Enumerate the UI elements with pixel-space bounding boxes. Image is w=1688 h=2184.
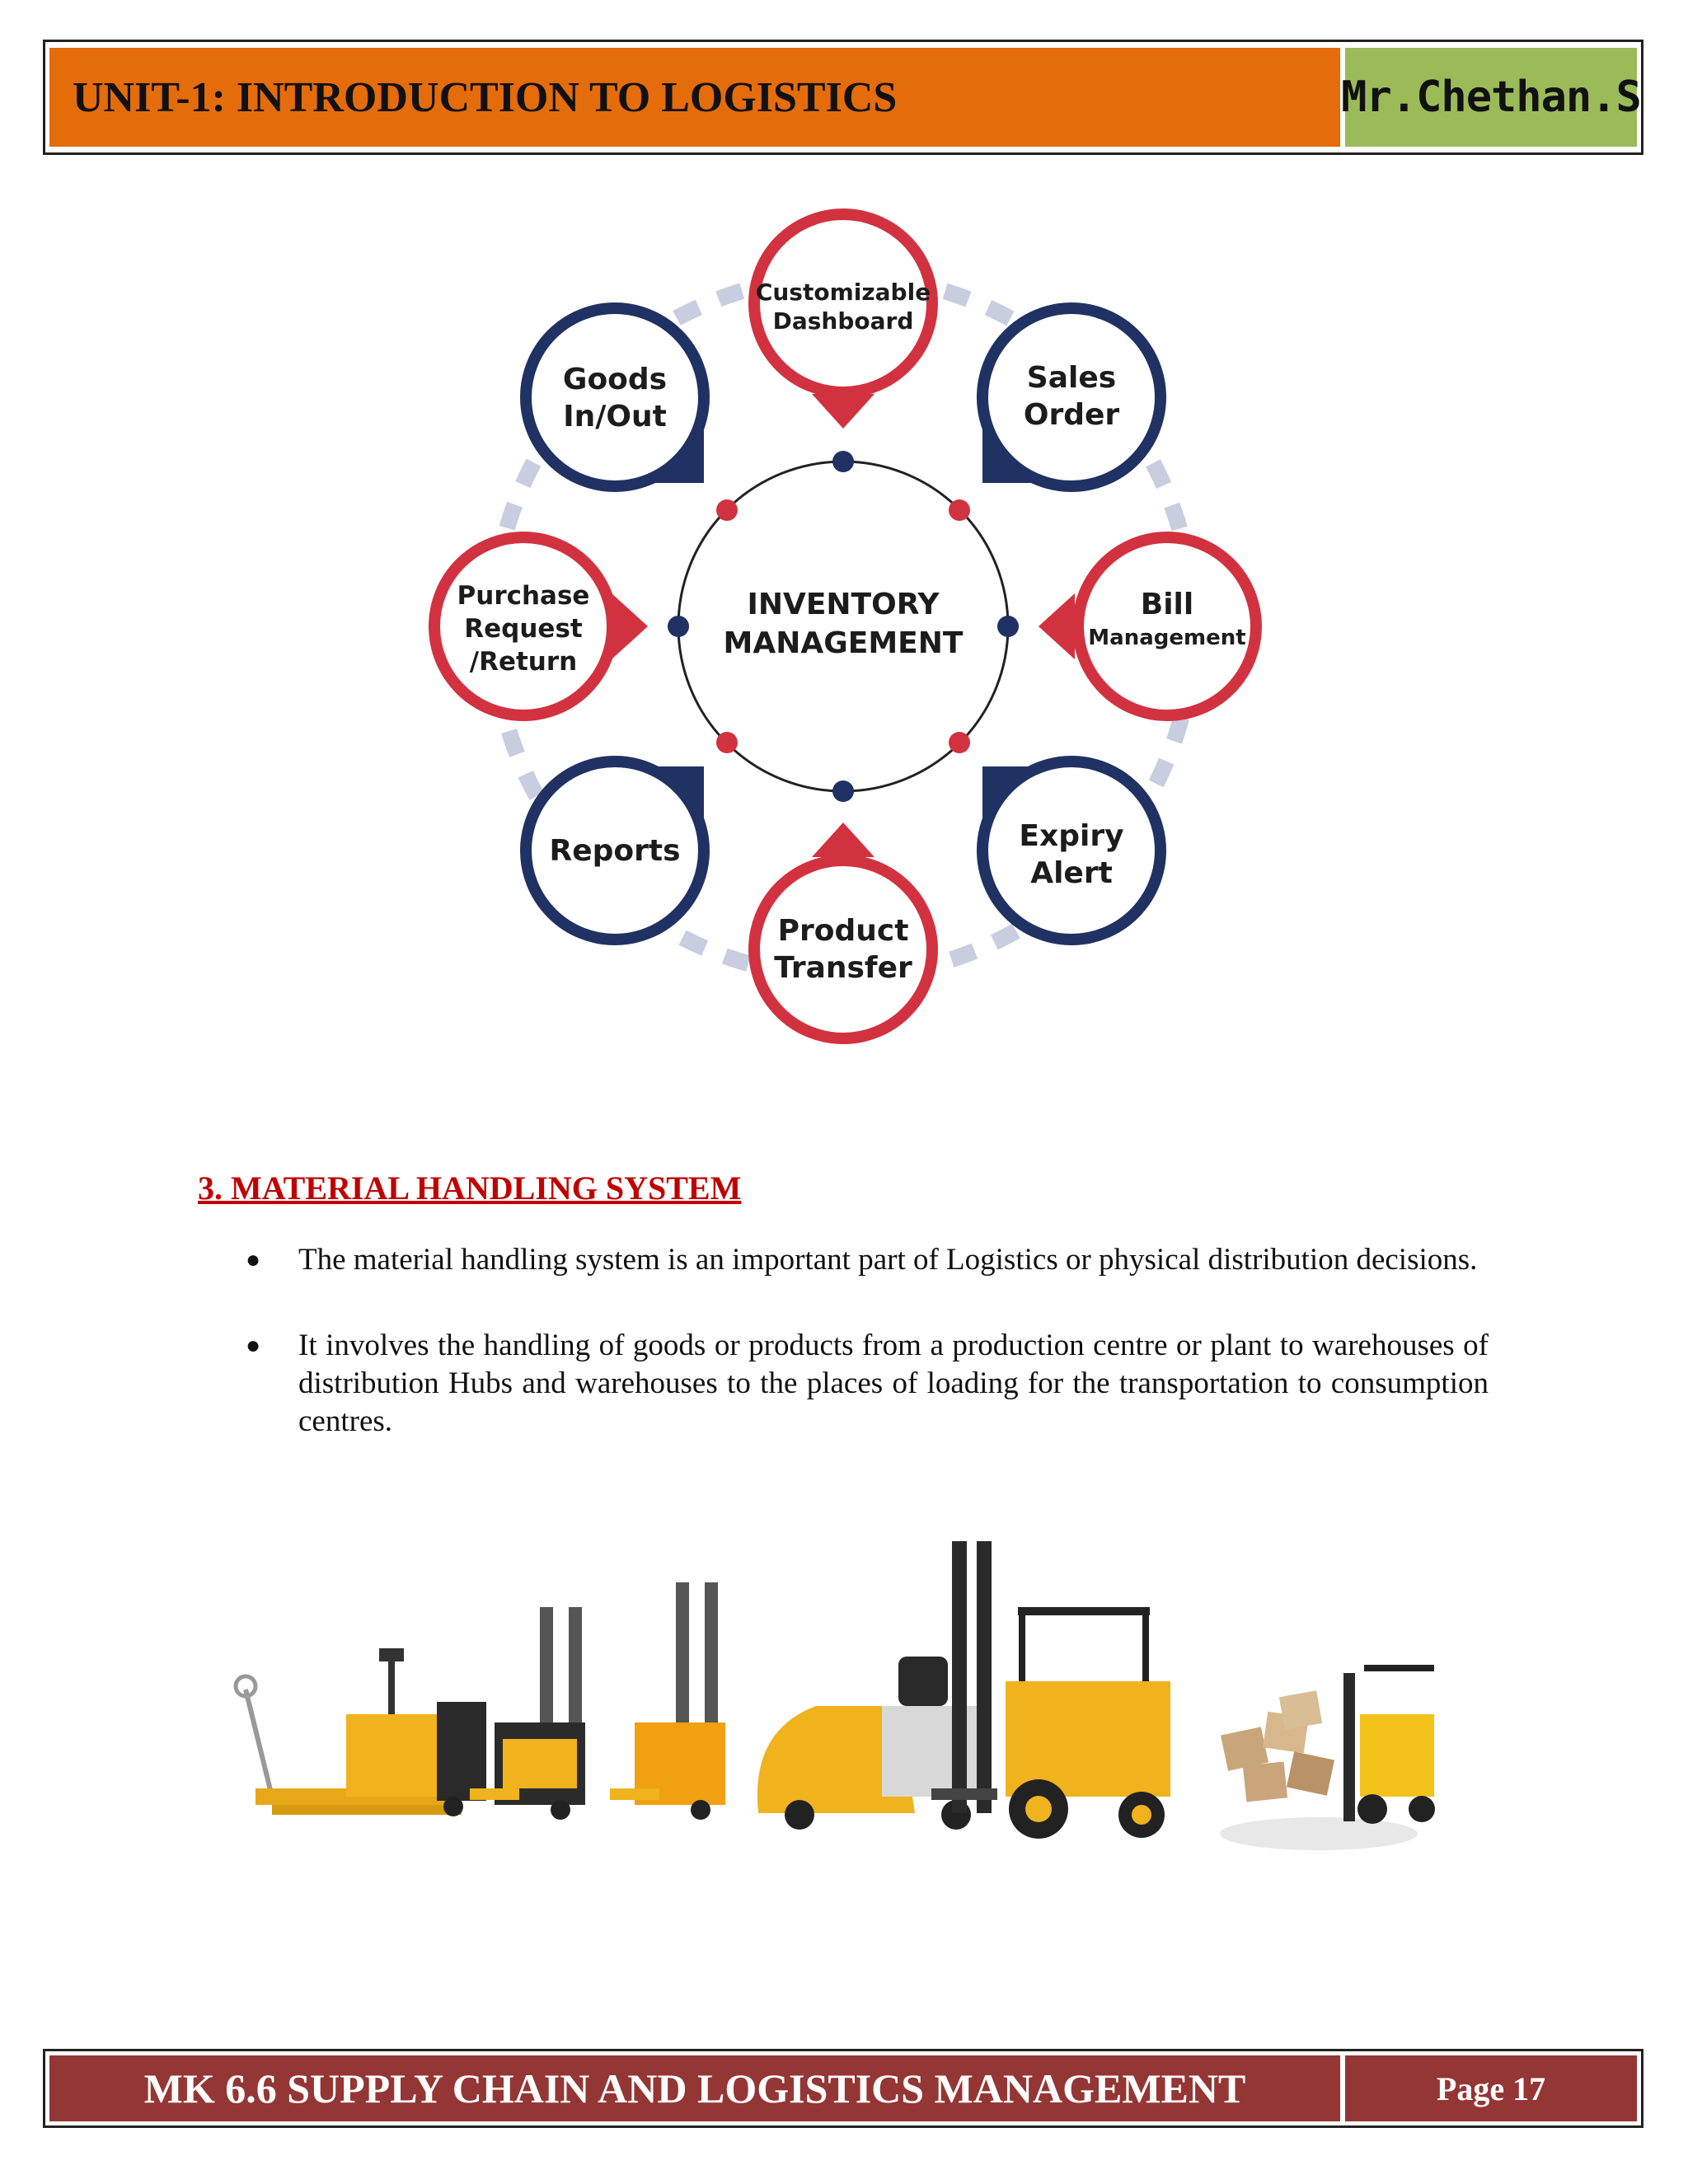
node-goods-in-out <box>526 308 704 486</box>
forklift-with-boxes-icon <box>1220 1665 1435 1850</box>
expiry-label-line2: Alert <box>1030 856 1113 890</box>
inner-dot-nw <box>716 499 738 521</box>
bill-label-line2: Management <box>1088 626 1246 650</box>
author-name: Mr.Chethan.S <box>1345 48 1637 147</box>
electric-pallet-truck-icon <box>346 1648 486 1816</box>
expiry-label-line1: Expiry <box>1019 819 1124 853</box>
node-purchase-request <box>434 537 648 715</box>
reports-label: Reports <box>549 834 681 868</box>
sales-label-line2: Order <box>1023 398 1120 432</box>
unit-title: UNIT-1: INTRODUCTION TO LOGISTICS <box>49 48 1340 147</box>
dashboard-label-line1: Customizable <box>755 279 931 306</box>
stacker-icon <box>470 1607 585 1820</box>
node-reports <box>526 762 704 940</box>
center-label-line2: MANAGEMENT <box>723 626 964 660</box>
bullet-text: The material handling system is an important part of Logistics or physical distribution decisions. <box>298 1243 1478 1277</box>
node-bill-management <box>1039 537 1256 715</box>
inner-dot-bottom <box>832 780 854 802</box>
inner-dot-top <box>832 451 854 472</box>
purchase-label-line2: Request <box>464 614 583 644</box>
tow-tractor-icon <box>757 1657 981 1830</box>
bullet-list <box>239 1241 1489 1488</box>
dashboard-label-line2: Dashboard <box>772 307 914 335</box>
bill-label-line1: Bill <box>1140 588 1194 621</box>
bullet-icon: ● <box>246 1246 261 1273</box>
inner-dot-right <box>997 616 1019 637</box>
section-heading: 3. MATERIAL HANDLING SYSTEM <box>198 1169 742 1207</box>
node-customizable-dashboard <box>754 214 932 429</box>
goods-label-line2: In/Out <box>563 400 667 434</box>
node-product-transfer <box>754 823 932 1038</box>
node-expiry-alert <box>982 762 1160 940</box>
purchase-label-line1: Purchase <box>457 581 590 611</box>
inner-dot-left <box>668 616 689 637</box>
inner-dot-sw <box>716 732 738 753</box>
purchase-label-line3: /Return <box>469 647 578 677</box>
transfer-label-line1: Product <box>777 914 909 948</box>
goods-label-line1: Goods <box>562 363 668 396</box>
course-title: MK 6.6 SUPPLY CHAIN AND LOGISTICS MANAGEMENT <box>49 2055 1340 2121</box>
node-sales-order <box>982 308 1160 486</box>
inner-dot-se <box>949 732 970 753</box>
inventory-management-diagram <box>0 0 1688 1088</box>
list-item <box>239 1327 1489 1441</box>
bullet-text: It involves the handling of goods or products from a production centre or plant to warehouses of distribution Hubs and warehouses to the places of loading for the transportation to consumption centres. <box>298 1329 1489 1438</box>
inner-dot-ne <box>949 499 970 521</box>
transfer-label-line2: Transfer <box>774 951 912 985</box>
material-handling-equipment-image <box>223 1516 1459 1863</box>
page-number: Page 17 <box>1345 2055 1637 2121</box>
stacker-icon <box>610 1582 725 1820</box>
bullet-icon: ● <box>246 1332 261 1359</box>
list-item <box>239 1241 1489 1279</box>
center-label-line1: INVENTORY <box>747 588 940 621</box>
sales-label-line1: Sales <box>1026 361 1117 395</box>
forklift-icon <box>931 1541 1170 1839</box>
